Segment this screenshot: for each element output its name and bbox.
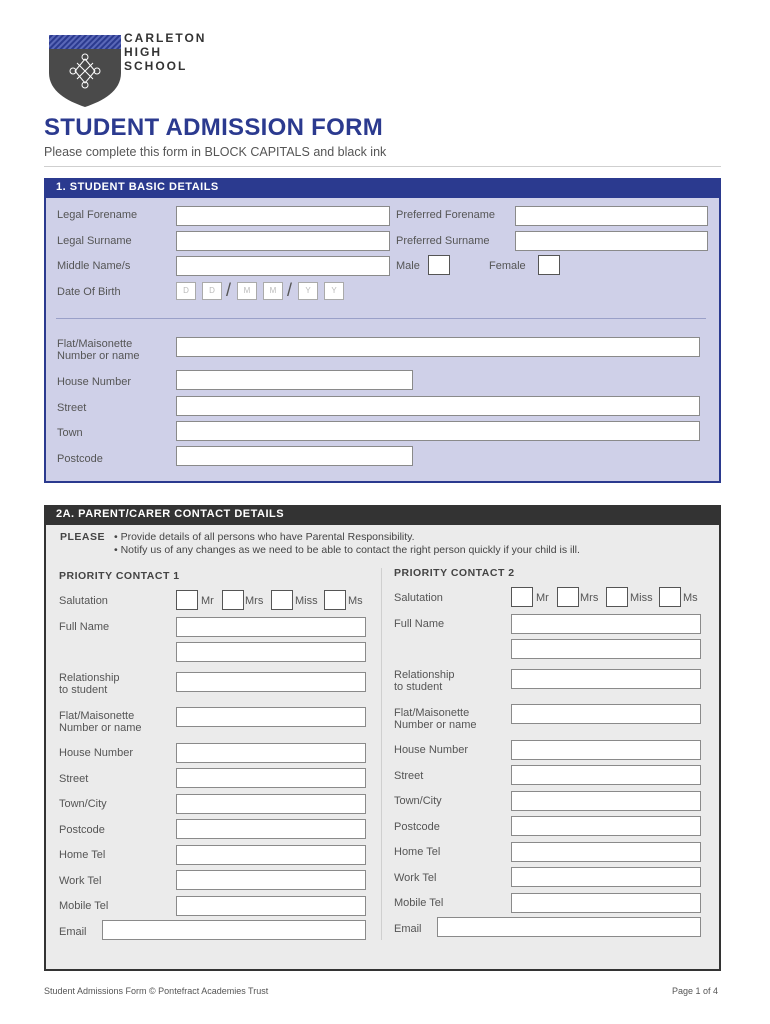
c1-mr-label: Mr: [201, 595, 214, 607]
preferred-surname-input[interactable]: [515, 231, 708, 251]
c1-relationship-label: Relationship to student: [59, 672, 120, 696]
dob-year-1[interactable]: Y: [298, 282, 318, 300]
flat-label: Flat/Maisonette Number or name: [57, 338, 140, 362]
c2-street-label: Street: [394, 770, 424, 782]
c1-home-tel-label: Home Tel: [59, 849, 106, 861]
c2-flat-input[interactable]: [511, 704, 701, 724]
c2-street-input[interactable]: [511, 765, 701, 785]
c1-postcode-input[interactable]: [176, 819, 366, 839]
preferred-forename-label: Preferred Forename: [396, 209, 496, 221]
preferred-surname-label: Preferred Surname: [396, 235, 490, 247]
c2-house-number-label: House Number: [394, 744, 468, 756]
c2-relationship-input[interactable]: [511, 669, 701, 689]
c1-ms-checkbox[interactable]: [324, 590, 346, 610]
legal-surname-input[interactable]: [176, 231, 390, 251]
section-1-divider: [56, 318, 706, 319]
female-checkbox[interactable]: [538, 255, 560, 275]
school-crest-icon: [47, 33, 123, 109]
c2-house-number-input[interactable]: [511, 740, 701, 760]
c1-email-input[interactable]: [102, 920, 366, 940]
form-title: STUDENT ADMISSION FORM: [44, 114, 384, 141]
c1-relationship-input[interactable]: [176, 672, 366, 692]
female-label: Female: [489, 260, 526, 272]
section-1-heading: 1. STUDENT BASIC DETAILS: [44, 178, 721, 198]
male-checkbox[interactable]: [428, 255, 450, 275]
c2-email-label: Email: [394, 923, 422, 935]
instruction-2: • Notify us of any changes as we need to be able to contact the right person quickly if your child is ill.: [114, 544, 580, 556]
flat-input[interactable]: [176, 337, 700, 357]
c1-full-name-input-2[interactable]: [176, 642, 366, 662]
c2-mobile-tel-label: Mobile Tel: [394, 897, 444, 909]
legal-forename-label: Legal Forename: [57, 209, 138, 221]
c2-mr-label: Mr: [536, 592, 549, 604]
c1-town-input[interactable]: [176, 794, 366, 814]
preferred-forename-input[interactable]: [515, 206, 708, 226]
c1-mrs-label: Mrs: [245, 595, 264, 607]
c2-town-input[interactable]: [511, 791, 701, 811]
c1-mobile-tel-input[interactable]: [176, 896, 366, 916]
c1-street-label: Street: [59, 773, 89, 785]
c1-house-number-label: House Number: [59, 747, 133, 759]
dob-separator: /: [226, 280, 232, 300]
c1-flat-input[interactable]: [176, 707, 366, 727]
dob-separator: /: [287, 280, 293, 300]
c2-salutation-label: Salutation: [394, 592, 443, 604]
town-input[interactable]: [176, 421, 700, 441]
dob-label: Date Of Birth: [57, 286, 121, 298]
c1-work-tel-input[interactable]: [176, 870, 366, 890]
c1-email-label: Email: [59, 926, 87, 938]
c2-mrs-label: Mrs: [580, 592, 599, 604]
c2-town-label: Town/City: [394, 795, 442, 807]
dob-year-2[interactable]: Y: [324, 282, 344, 300]
house-number-input[interactable]: [176, 370, 413, 390]
house-number-label: House Number: [57, 376, 131, 388]
middle-names-input[interactable]: [176, 256, 390, 276]
legal-forename-input[interactable]: [176, 206, 390, 226]
middle-names-label: Middle Name/s: [57, 260, 131, 272]
c2-ms-label: Ms: [683, 592, 698, 604]
footer-copyright: Student Admissions Form © Pontefract Academies Trust: [44, 986, 269, 996]
dob-month-1[interactable]: M: [237, 282, 257, 300]
c1-house-number-input[interactable]: [176, 743, 366, 763]
c1-ms-label: Ms: [348, 595, 363, 607]
c1-full-name-label: Full Name: [59, 621, 110, 633]
c2-work-tel-label: Work Tel: [394, 872, 437, 884]
c2-flat-label: Flat/Maisonette Number or name: [394, 707, 477, 731]
instructions: [60, 531, 105, 543]
male-label: Male: [396, 260, 420, 272]
footer-page-number: Page 1 of 4: [672, 986, 719, 996]
c1-full-name-input[interactable]: [176, 617, 366, 637]
dob-month-2[interactable]: M: [263, 282, 283, 300]
priority-contact-2-heading: PRIORITY CONTACT 2: [394, 567, 515, 579]
c1-mobile-tel-label: Mobile Tel: [59, 900, 109, 912]
c1-miss-label: Miss: [295, 595, 318, 607]
street-label: Street: [57, 402, 87, 414]
c2-mobile-tel-input[interactable]: [511, 893, 701, 913]
please-label: PLEASE: [60, 531, 106, 543]
header-divider: [44, 166, 721, 167]
c1-work-tel-label: Work Tel: [59, 875, 102, 887]
c2-home-tel-label: Home Tel: [394, 846, 441, 858]
c1-home-tel-input[interactable]: [176, 845, 366, 865]
c2-postcode-label: Postcode: [394, 821, 440, 833]
town-label: Town: [57, 427, 83, 439]
c1-town-label: Town/City: [59, 798, 107, 810]
dob-day-1[interactable]: D: [176, 282, 196, 300]
c2-full-name-input-2[interactable]: [511, 639, 701, 659]
c2-mrs-checkbox[interactable]: [557, 587, 579, 607]
c2-ms-checkbox[interactable]: [659, 587, 681, 607]
c2-home-tel-input[interactable]: [511, 842, 701, 862]
c2-full-name-label: Full Name: [394, 618, 445, 630]
priority-contact-1-heading: PRIORITY CONTACT 1: [59, 570, 180, 582]
c2-email-input[interactable]: [437, 917, 701, 937]
c1-street-input[interactable]: [176, 768, 366, 788]
c1-mrs-checkbox[interactable]: [222, 590, 244, 610]
legal-surname-label: Legal Surname: [57, 235, 132, 247]
c1-mr-checkbox[interactable]: [176, 590, 198, 610]
instruction-1: • Provide details of all persons who have Parental Responsibility.: [114, 531, 415, 543]
section-2a-heading: 2A. PARENT/CARER CONTACT DETAILS: [44, 505, 721, 525]
postcode-input[interactable]: [176, 446, 413, 466]
c2-postcode-input[interactable]: [511, 816, 701, 836]
school-name: CARLETON HIGH SCHOOL: [124, 31, 207, 73]
street-input[interactable]: [176, 396, 700, 416]
c1-miss-checkbox[interactable]: [271, 590, 293, 610]
c1-salutation-label: Salutation: [59, 595, 108, 607]
c1-postcode-label: Postcode: [59, 824, 105, 836]
form-subtitle: Please complete this form in BLOCK CAPITALS and black ink: [44, 145, 387, 159]
dob-day-2[interactable]: D: [202, 282, 222, 300]
c2-mr-checkbox[interactable]: [511, 587, 533, 607]
c1-flat-label: Flat/Maisonette Number or name: [59, 710, 142, 734]
c2-miss-label: Miss: [630, 592, 653, 604]
c2-miss-checkbox[interactable]: [606, 587, 628, 607]
c2-relationship-label: Relationship to student: [394, 669, 455, 693]
c2-work-tel-input[interactable]: [511, 867, 701, 887]
postcode-label: Postcode: [57, 453, 103, 465]
c2-full-name-input[interactable]: [511, 614, 701, 634]
contacts-column-divider: [381, 568, 382, 940]
